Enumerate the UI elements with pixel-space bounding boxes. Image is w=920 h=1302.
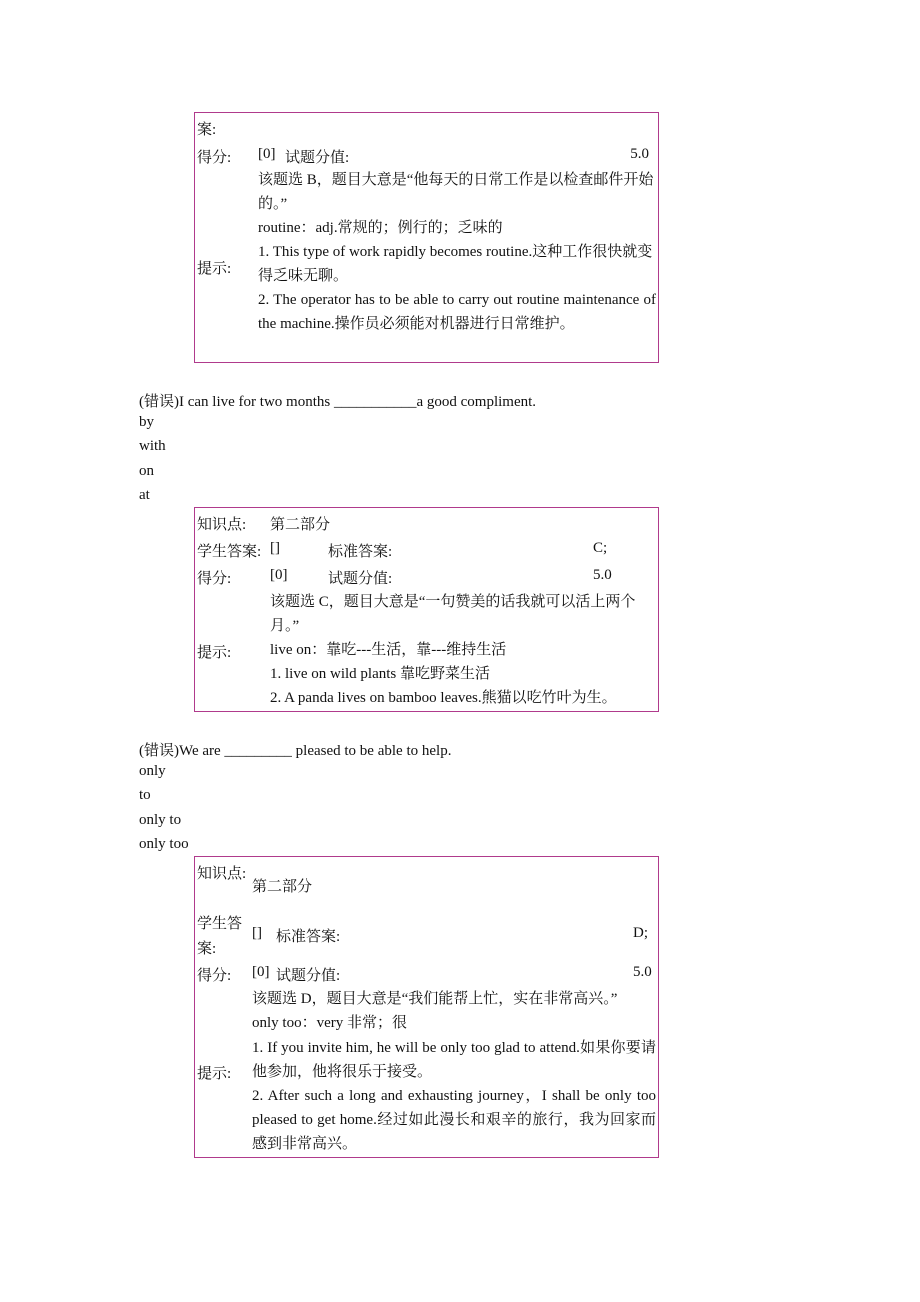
answer-card-3 bbox=[194, 856, 659, 1158]
hint-line-2: routine：adj.常规的；例行的；乏味的 bbox=[258, 220, 503, 236]
hint-line-2: only too：very 非常；很 bbox=[252, 1015, 407, 1031]
question-3-option-only[interactable]: only bbox=[139, 763, 166, 779]
score-full-label: 试题分值: bbox=[285, 150, 350, 166]
hint-line-4: 2. After such a long and exhausting journey，I shall be only too pleased to get home.经过如此漫长和艰辛的旅行，我为回家而感到非常高兴。 bbox=[252, 1088, 656, 1152]
question-2-option-at[interactable]: at bbox=[139, 487, 150, 503]
answer-card-1 bbox=[194, 112, 659, 363]
hint-line-3: 1. live on wild plants 靠吃野菜生活 bbox=[270, 666, 490, 682]
hint-line-3: 1. If you invite him, he will be only too glad to attend.如果你要请他参加，他将很乐于接受。 bbox=[252, 1040, 656, 1080]
knowledge-label: 知识点: bbox=[197, 517, 247, 533]
question-2-option-by[interactable]: by bbox=[139, 414, 154, 430]
score-value: [0] bbox=[258, 146, 276, 162]
hint-label: 提示: bbox=[197, 261, 232, 277]
hint-line-1: 该题选 C，题目大意是“一句赞美的话我就可以活上两个月。” bbox=[270, 594, 636, 634]
student-answer-value: [] bbox=[252, 925, 262, 941]
knowledge-value: 第二部分 bbox=[270, 517, 331, 533]
score-value: [0] bbox=[270, 567, 288, 583]
hint-line-1: 该题选 B，题目大意是“他每天的日常工作是以检查邮件开始的。” bbox=[258, 172, 654, 212]
student-answer-label-line2: 案: bbox=[197, 941, 217, 957]
standard-answer-label: 标准答案: bbox=[328, 544, 393, 560]
hint-line-2: live on：靠吃---生活，靠---维持生活 bbox=[270, 642, 507, 658]
student-answer-value: [] bbox=[270, 540, 280, 556]
score-label: 得分: bbox=[197, 968, 232, 984]
hint-line-1: 该题选 D，题目大意是“我们能帮上忙，实在非常高兴。” bbox=[252, 991, 618, 1007]
hint-line-4: 2. A panda lives on bamboo leaves.熊猫以吃竹叶为生。 bbox=[270, 690, 617, 706]
score-value: [0] bbox=[252, 964, 270, 980]
answer-label-tail: 案: bbox=[197, 122, 217, 138]
score-full-value: 5.0 bbox=[633, 964, 652, 980]
question-3-option-only-too[interactable]: only too bbox=[139, 836, 189, 852]
score-label: 得分: bbox=[197, 571, 232, 587]
student-answer-label: 学生答案: bbox=[197, 544, 262, 560]
hint-line-3: 1. This type of work rapidly becomes routine.这种工作很快就变得乏味无聊。 bbox=[258, 244, 653, 284]
knowledge-value: 第二部分 bbox=[252, 879, 313, 895]
standard-answer-label: 标准答案: bbox=[276, 929, 341, 945]
knowledge-label: 知识点: bbox=[197, 866, 247, 882]
question-2-option-on[interactable]: on bbox=[139, 463, 154, 479]
score-full-label: 试题分值: bbox=[276, 968, 341, 984]
question-3-option-to[interactable]: to bbox=[139, 787, 151, 803]
score-full-value: 5.0 bbox=[630, 146, 649, 162]
hint-line-4: 2. The operator has to be able to carry out routine maintenance of the machine.操作员必须能对机器进行日常维护。 bbox=[258, 292, 656, 332]
question-3-option-only-to[interactable]: only to bbox=[139, 812, 182, 828]
hint-label: 提示: bbox=[197, 1066, 232, 1082]
student-answer-label-line1: 学生答 bbox=[197, 916, 243, 932]
question-2-option-with[interactable]: with bbox=[139, 438, 166, 454]
standard-answer-value: C; bbox=[593, 540, 608, 556]
hint-label: 提示: bbox=[197, 645, 232, 661]
answer-card-2 bbox=[194, 507, 659, 712]
score-full-value: 5.0 bbox=[593, 567, 612, 583]
score-label: 得分: bbox=[197, 150, 232, 166]
question-3-text: (错误)We are _________ pleased to be able to help. bbox=[139, 743, 452, 759]
standard-answer-value: D; bbox=[633, 925, 648, 941]
question-2-text: (错误)I can live for two months ___________a good compliment. bbox=[139, 394, 537, 410]
score-full-label: 试题分值: bbox=[328, 571, 393, 587]
